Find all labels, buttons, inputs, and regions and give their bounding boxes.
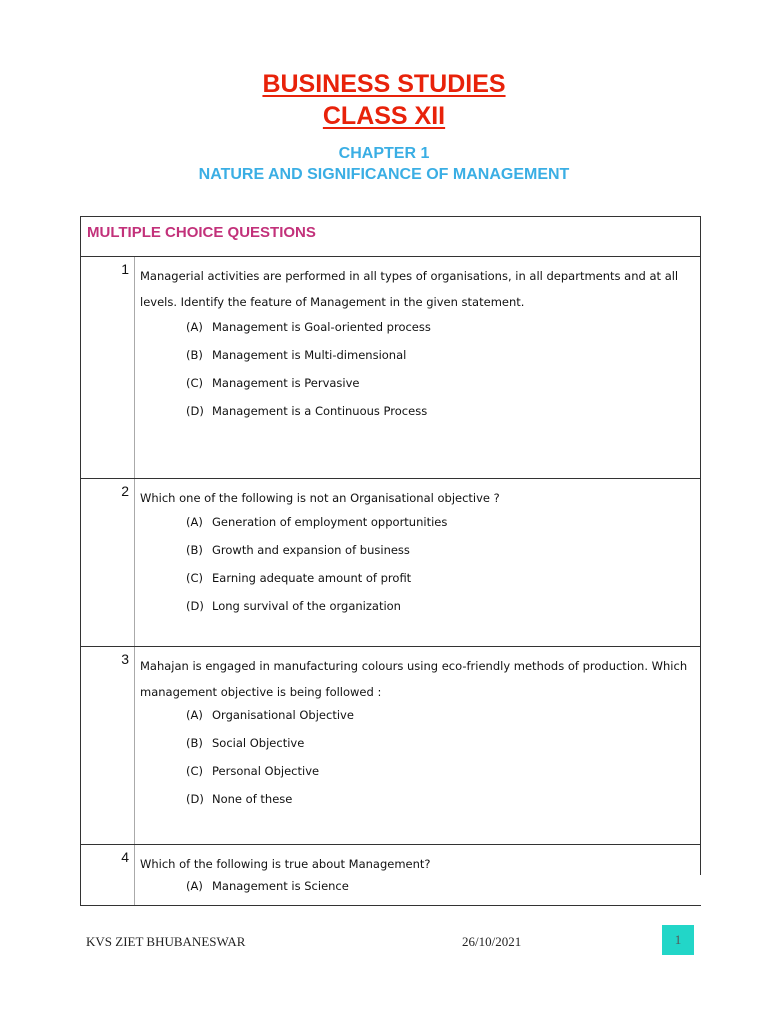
question-number: 1 [121,261,129,277]
page-number: 1 [662,925,694,955]
option: (A) Management is Goal-oriented process [186,320,431,334]
option: (B) Social Objective [186,736,305,750]
question-text: Which one of the following is not an Organisational objective ? [140,491,500,505]
option: (C) Earning adequate amount of profit [186,571,412,585]
chapter-number: CHAPTER 1 [338,145,430,162]
option: (C) Management is Pervasive [186,376,360,390]
question-number: 3 [121,651,129,667]
option: (B) Management is Multi-dimensional [186,348,407,362]
questions-table [80,216,701,906]
footer-organization: KVS ZIET BHUBANESWAR [86,934,246,949]
option: (D) None of these [186,792,293,806]
option: (A) Generation of employment opportunities [186,515,448,529]
question-row [81,845,701,905]
question-number: 2 [121,483,129,499]
question-text: Which of the following is true about Management? [140,857,431,871]
question-row [81,257,701,479]
option: (A) Organisational Objective [186,708,354,722]
question-text: Managerial activities are performed in all types of organisations, in all departments and at all levels. Identify the feature of Management in the given statement. [140,269,679,309]
footer-date: 26/10/2021 [462,934,522,949]
question-number: 4 [121,849,129,865]
class-title: CLASS XII [322,102,446,130]
option: (D) Long survival of the organization [186,599,401,613]
section-header-row [81,217,701,257]
option: (B) Growth and expansion of business [186,543,410,557]
section-title: MULTIPLE CHOICE QUESTIONS [87,224,316,241]
chapter-title: NATURE AND SIGNIFICANCE OF MANAGEMENT [198,166,570,183]
question-row [81,647,701,845]
question-row [81,479,701,647]
option: (C) Personal Objective [186,764,320,778]
question-text: Mahajan is engaged in manufacturing colours using eco-friendly methods of production. Which management objective is being followed : [140,659,688,699]
option: (D) Management is a Continuous Process [186,404,428,418]
document-title: BUSINESS STUDIES [262,70,506,98]
option: (A) Management is Science [186,879,349,893]
